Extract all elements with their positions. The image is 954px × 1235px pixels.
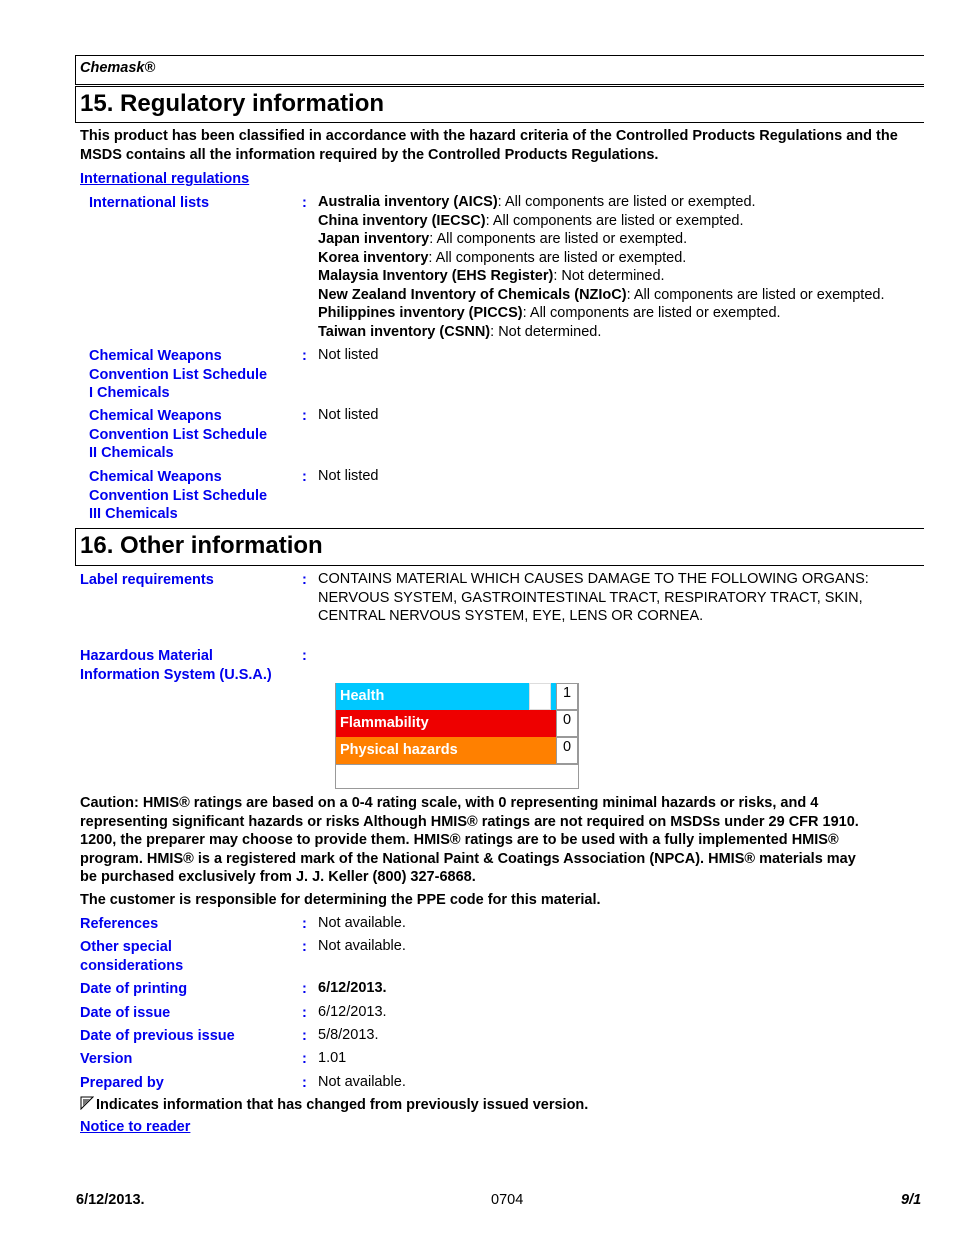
version-value: 1.01 [318,1050,347,1066]
international-regulations-link[interactable]: International regulations [80,171,250,187]
inventory-item: Philippines inventory (PICCS): All components are listed or exempted. [318,305,781,321]
hmis-caution: Caution: HMIS® ratings are based on a 0-4 rating scale, with 0 representing minimal hazards or risks, and 4 representing significant hazards or risks Although HMIS® ratings are not required on MSDSs under 29 CFR 1910. 1200, the preparer may choose to provide them. HMIS® ratings are to be used with a fully implemented HMIS® program. HMIS® is a registered mark of the National Paint & Coatings Association (NPCA). HMIS® materials may be purchased exclusively from J. J. Keller (800) 327-6868. [80,795,859,885]
prepared-by-value: Not available. [318,1074,406,1090]
inventory-item: Japan inventory: All components are listed or exempted. [318,231,688,247]
colon: : [302,648,307,664]
section-15-intro: This product has been classified in accordance with the hazard criteria of the Controlled Products Regulations and the MSDS contains all the information required by the Controlled Products Regulations. [80,128,898,163]
inventory-item: China inventory (IECSC): All components are listed or exempted. [318,212,744,229]
inventory-item: New Zealand Inventory of Chemicals (NZIoC): All components are listed or exempted. [318,286,885,303]
colon: : [302,1075,307,1091]
colon: : [302,939,307,955]
ppe-note: The customer is responsible for determining the PPE code for this material. [80,892,601,908]
colon: : [302,916,307,932]
hmis-flammability-value: 0 [556,710,578,737]
inventory-item: Malaysia Inventory (EHS Register): Not determined. [318,268,665,284]
date-of-previous-issue-value: 5/8/2013. [318,1027,379,1043]
prepared-by-label: Prepared by [80,1075,164,1091]
hmis-health-gap [529,683,551,710]
inventory-item: Australia inventory (AICS): All components are listed or exempted. [318,194,756,210]
changed-note: Indicates information that has changed from previously issued version. [96,1097,589,1113]
references-value: Not available. [318,915,406,931]
hmis-divider [336,764,578,765]
colon: : [302,572,307,588]
date-of-issue-label: Date of issue [80,1005,171,1021]
hmis-physical-value: 0 [556,737,578,764]
footer-page: 9/1 [901,1192,922,1208]
changed-indicator-row [80,1096,588,1115]
hmis-health-value: 1 [556,683,578,710]
section-16-header [75,528,924,566]
section-15-header [75,86,924,123]
cw-schedule-1-label: Chemical Weapons Convention List Schedule I Chemicals [89,348,268,401]
date-of-printing-value: 6/12/2013. [318,980,387,996]
notice-to-reader-link[interactable]: Notice to reader [80,1119,191,1135]
change-triangle-icon [80,1096,94,1110]
date-of-issue-value: 6/12/2013. [318,1004,387,1020]
inventory-list [318,193,938,341]
references-label: References [80,916,159,932]
inventory-item: Korea inventory: All components are listed or exempted. [318,249,687,266]
hmis-health-bar: Health [336,683,529,710]
international-lists-label: International lists [89,195,210,211]
footer-date: 6/12/2013. [76,1192,145,1208]
header-bar [75,55,924,85]
colon: : [302,408,307,424]
other-special-value: Not available. [318,938,406,954]
version-label: Version [80,1051,133,1067]
date-of-printing-label: Date of printing [80,981,188,997]
hmis-physical-bar: Physical hazards [336,737,556,764]
cw-schedule-2-value: Not listed [318,407,379,423]
label-requirements-value: CONTAINS MATERIAL WHICH CAUSES DAMAGE TO THE FOLLOWING ORGANS: NERVOUS SYSTEM, GASTROINTESTINAL TRACT, RESPIRATORY TRACT, SKIN, CENTRAL NERVOUS SYSTEM, EYE, LENS OR CORNEA. [318,571,869,624]
hmis-label: Hazardous Material Information System (U.S.A.) [80,648,272,683]
inventory-item: Taiwan inventory (CSNN): Not determined. [318,323,602,340]
hmis-flammability-bar: Flammability [336,710,556,737]
footer-code: 0704 [491,1192,524,1208]
product-name: Chemask® [80,60,156,76]
colon: : [302,981,307,997]
colon: : [302,1028,307,1044]
colon: : [302,348,307,364]
section-16-title: 16. Other information [80,532,323,559]
cw-schedule-2-label: Chemical Weapons Convention List Schedule II Chemicals [89,408,268,461]
other-special-label: Other special considerations [80,939,184,974]
colon: : [302,195,307,211]
cw-schedule-3-value: Not listed [318,468,379,484]
colon: : [302,469,307,485]
cw-schedule-1-value: Not listed [318,347,379,363]
date-of-previous-issue-label: Date of previous issue [80,1028,235,1044]
colon: : [302,1005,307,1021]
section-15-title: 15. Regulatory information [80,90,385,117]
colon: : [302,1051,307,1067]
cw-schedule-3-label: Chemical Weapons Convention List Schedule III Chemicals [89,469,268,522]
label-requirements-label: Label requirements [80,572,214,588]
